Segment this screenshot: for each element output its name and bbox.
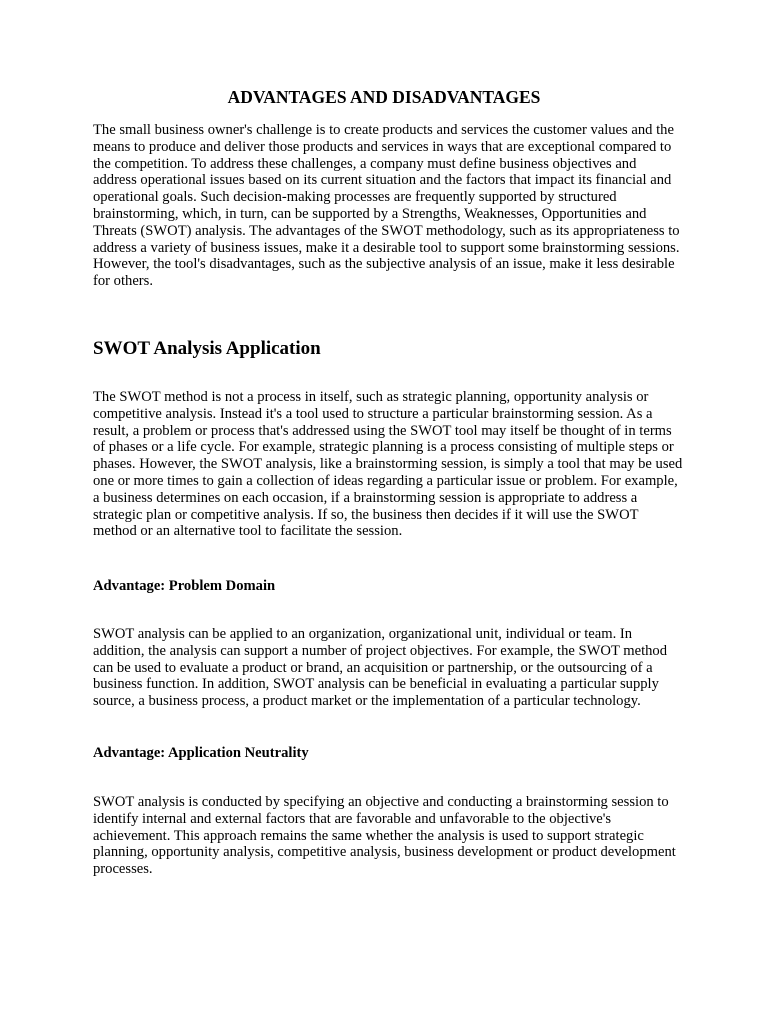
advantage-problem-domain-heading: Advantage: Problem Domain: [93, 578, 276, 594]
advantage-problem-domain-paragraph: SWOT analysis can be applied to an organization, organizational unit, individual or team. In addition, the analysis can support a number of project objectives. For example, the SWOT method can be used to evaluate a product or brand, an acquisition or partnership, or the outsourcing of a business function. In addition, SWOT analysis can be beneficial in evaluating a particular supply source, a business process, a product market or the implementation of a particular technology.: [93, 626, 668, 710]
section-heading: SWOT Analysis Application: [93, 338, 321, 359]
intro-paragraph: The small business owner's challenge is to create products and services the customer values and the means to produce and deliver those products and services in ways that are exceptional compared to the competition. To address these challenges, a company must define business objectives and address operational issues based on its current situation and the factors that impact its financial and operational goals. Such decision-making processes are frequently supported by structured brainstorming, which, in turn, can be supported by a Strengths, Weaknesses, Opportunities and Threats (SWOT) analysis. The advantages of the SWOT methodology, such as its appropriateness to address a variety of business issues, make it a desirable tool to support some brainstorming sessions. However, the tool's disadvantages, such as the subjective analysis of an issue, make it less desirable for others.: [93, 122, 680, 290]
section-paragraph: The SWOT method is not a process in itself, such as strategic planning, opportunity analysis or competitive analysis. Instead it's a tool used to structure a particular brainstorming session. As a result, a problem or process that's addressed using the SWOT tool may itself be thought of in terms of phases or a life cycle. For example, strategic planning is a process consisting of multiple steps or phases. However, the SWOT analysis, like a brainstorming session, is simply a tool that may be used one or more times to gain a collection of ideas regarding a particular issue or problem. For example, a business determines on each occasion, if a brainstorming session is appropriate to address a strategic plan or competitive analysis. If so, the business then decides if it will use the SWOT method or an alternative tool to facilitate the session.: [93, 389, 683, 540]
document-title: ADVANTAGES AND DISADVANTAGES: [227, 87, 541, 107]
advantage-application-neutrality-paragraph: SWOT analysis is conducted by specifying an objective and conducting a brainstorming session to identify internal and external factors that are favorable and unfavorable to the objective's achievement. This approach remains the same whether the analysis is used to support strategic planning, opportunity analysis, competitive analysis, business development or product development processes.: [93, 794, 676, 878]
advantage-application-neutrality-heading: Advantage: Application Neutrality: [93, 745, 309, 761]
